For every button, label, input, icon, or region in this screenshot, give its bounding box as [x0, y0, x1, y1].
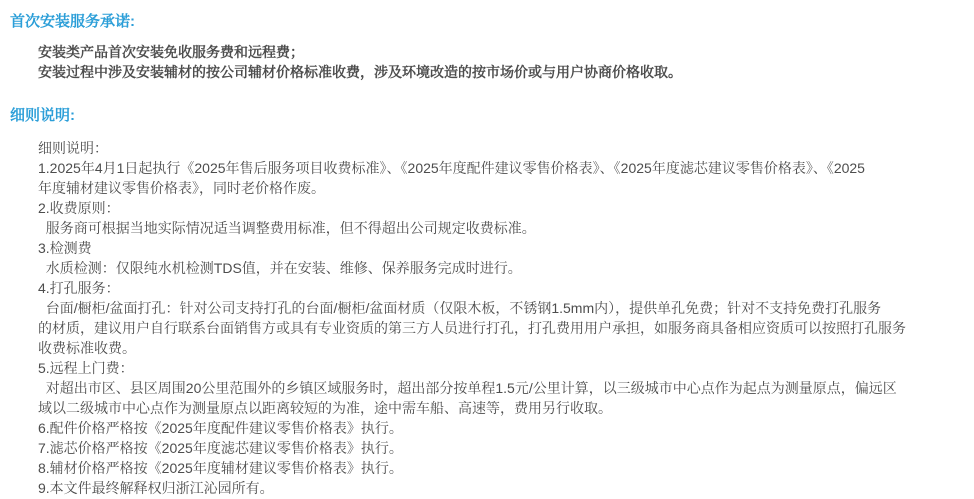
text-line: 水质检测：仅限纯水机检测TDS值，并在安装、维修、保养服务完成时进行。	[38, 260, 522, 276]
first-install-promise-body	[38, 42, 964, 82]
text-line: 9.本文件最终解释权归浙江沁园所有。	[38, 480, 274, 496]
text-line: 的材质，建议用户自行联系台面销售方或具有专业资质的第三方人员进行打孔，打孔费用用户承担，如服务商具备相应资质可以按照打孔服务	[38, 320, 906, 336]
text-line: 安装过程中涉及安装辅材的按公司辅材价格标准收费，涉及环境改造的按市场价或与用户协商价格收取。	[38, 64, 682, 80]
text-line: 对超出市区、县区周围20公里范围外的乡镇区域服务时，超出部分按单程1.5元/公里计算，以三级城市中心点作为起点为测量原点，偏远区	[38, 380, 897, 396]
text-line: 3.检测费	[38, 240, 92, 256]
text-line: 收费标准收费。	[38, 340, 136, 356]
text-line: 服务商可根据当地实际情况适当调整费用标准，但不得超出公司规定收费标准。	[38, 220, 536, 236]
text-line: 1.2025年4月1日起执行《2025年售后服务项目收费标准》、《2025年度配件建议零售价格表》、《2025年度滤芯建议零售价格表》、《2025	[38, 160, 865, 176]
first-install-promise-heading: 首次安装服务承诺:	[10, 13, 135, 30]
text-line: 安装类产品首次安装免收服务费和远程费；	[38, 44, 304, 60]
text-line: 6.配件价格严格按《2025年度配件建议零售价格表》执行。	[38, 420, 403, 436]
text-line: 5.远程上门费：	[38, 360, 134, 376]
text-line: 域以二级城市中心点作为测量原点以距离较短的为准，途中需车船、高速等，费用另行收取。	[38, 400, 612, 416]
text-line: 2.收费原则：	[38, 200, 120, 216]
text-line: 台面/橱柜/盆面打孔：针对公司支持打孔的台面/橱柜/盆面材质（仅限木板，不锈钢1.5mm内），提供单孔免费；针对不支持免费打孔服务	[38, 300, 882, 316]
text-line: 细则说明：	[38, 140, 108, 156]
detail-rules-body	[38, 138, 964, 498]
text-line: 4.打孔服务：	[38, 280, 120, 296]
text-line: 7.滤芯价格严格按《2025年度滤芯建议零售价格表》执行。	[38, 440, 403, 456]
detail-rules-heading: 细则说明:	[10, 107, 75, 124]
text-line: 8.辅材价格严格按《2025年度辅材建议零售价格表》执行。	[38, 460, 403, 476]
text-line: 年度辅材建议零售价格表》，同时老价格作废。	[38, 180, 325, 196]
